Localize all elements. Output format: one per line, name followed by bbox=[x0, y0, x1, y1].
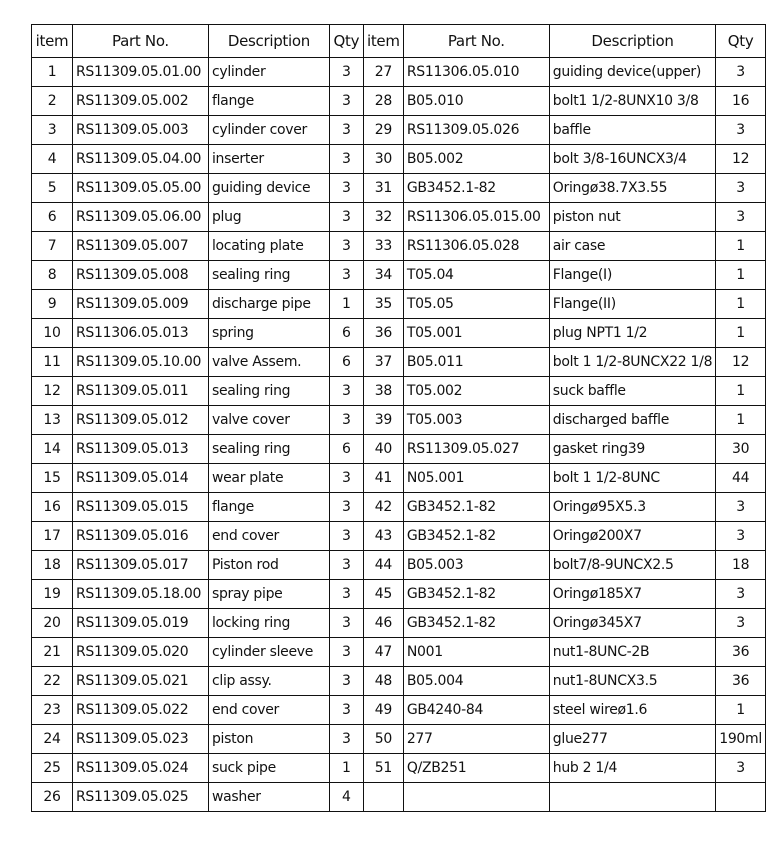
item-number-cell: 44 bbox=[363, 551, 403, 580]
part-number-cell: T05.05 bbox=[403, 290, 549, 319]
quantity-cell: 3 bbox=[329, 667, 363, 696]
quantity-cell: 3 bbox=[329, 232, 363, 261]
description-cell: flange bbox=[208, 87, 329, 116]
quantity-cell: 12 bbox=[716, 145, 766, 174]
item-number-cell: 23 bbox=[32, 696, 73, 725]
header-row bbox=[32, 25, 766, 58]
part-number-cell: RS11309.05.022 bbox=[72, 696, 208, 725]
header-qty-right: Qty bbox=[716, 25, 766, 58]
quantity-cell: 1 bbox=[716, 377, 766, 406]
item-number-cell: 25 bbox=[32, 754, 73, 783]
quantity-cell: 3 bbox=[716, 609, 766, 638]
description-cell: cylinder cover bbox=[208, 116, 329, 145]
item-number-cell bbox=[363, 783, 403, 812]
item-number-cell: 19 bbox=[32, 580, 73, 609]
part-number-cell bbox=[403, 783, 549, 812]
description-cell: Oringø185X7 bbox=[549, 580, 715, 609]
table-row bbox=[32, 145, 766, 174]
item-number-cell: 32 bbox=[363, 203, 403, 232]
item-number-cell: 12 bbox=[32, 377, 73, 406]
table-row bbox=[32, 406, 766, 435]
description-cell: plug bbox=[208, 203, 329, 232]
description-cell: locating plate bbox=[208, 232, 329, 261]
quantity-cell: 30 bbox=[716, 435, 766, 464]
item-number-cell: 13 bbox=[32, 406, 73, 435]
table-row bbox=[32, 87, 766, 116]
part-number-cell: N001 bbox=[403, 638, 549, 667]
part-number-cell: RS11309.05.007 bbox=[72, 232, 208, 261]
item-number-cell: 7 bbox=[32, 232, 73, 261]
header-qty: Qty bbox=[329, 25, 363, 58]
quantity-cell: 6 bbox=[329, 348, 363, 377]
part-number-cell: B05.002 bbox=[403, 145, 549, 174]
part-number-cell: RS11309.05.04.00 bbox=[72, 145, 208, 174]
table-row bbox=[32, 290, 766, 319]
quantity-cell: 1 bbox=[716, 232, 766, 261]
part-number-cell: RS11309.05.06.00 bbox=[72, 203, 208, 232]
item-number-cell: 6 bbox=[32, 203, 73, 232]
part-number-cell: GB3452.1-82 bbox=[403, 174, 549, 203]
description-cell: Piston rod bbox=[208, 551, 329, 580]
quantity-cell: 190ml bbox=[716, 725, 766, 754]
part-number-cell: RS11306.05.010 bbox=[403, 58, 549, 87]
description-cell: cylinder bbox=[208, 58, 329, 87]
table-row bbox=[32, 754, 766, 783]
description-cell: steel wireø1.6 bbox=[549, 696, 715, 725]
part-number-cell: T05.003 bbox=[403, 406, 549, 435]
table-row bbox=[32, 638, 766, 667]
item-number-cell: 27 bbox=[363, 58, 403, 87]
item-number-cell: 17 bbox=[32, 522, 73, 551]
item-number-cell: 5 bbox=[32, 174, 73, 203]
part-number-cell: RS11306.05.028 bbox=[403, 232, 549, 261]
quantity-cell: 3 bbox=[329, 203, 363, 232]
description-cell bbox=[549, 783, 715, 812]
description-cell: spring bbox=[208, 319, 329, 348]
quantity-cell: 1 bbox=[716, 696, 766, 725]
quantity-cell: 3 bbox=[716, 58, 766, 87]
item-number-cell: 9 bbox=[32, 290, 73, 319]
part-number-cell: B05.010 bbox=[403, 87, 549, 116]
quantity-cell: 1 bbox=[716, 290, 766, 319]
part-number-cell: RS11309.05.023 bbox=[72, 725, 208, 754]
header-description-right: Description bbox=[549, 25, 715, 58]
description-cell: Oringø38.7X3.55 bbox=[549, 174, 715, 203]
table-row bbox=[32, 522, 766, 551]
description-cell: inserter bbox=[208, 145, 329, 174]
part-number-cell: RS11309.05.026 bbox=[403, 116, 549, 145]
part-number-cell: GB3452.1-82 bbox=[403, 580, 549, 609]
part-number-cell: RS11309.05.027 bbox=[403, 435, 549, 464]
quantity-cell: 16 bbox=[716, 87, 766, 116]
description-cell: bolt 3/8-16UNCX3/4 bbox=[549, 145, 715, 174]
part-number-cell: RS11306.05.015.00 bbox=[403, 203, 549, 232]
quantity-cell: 4 bbox=[329, 783, 363, 812]
part-number-cell: B05.003 bbox=[403, 551, 549, 580]
table-row bbox=[32, 261, 766, 290]
part-number-cell: RS11309.05.025 bbox=[72, 783, 208, 812]
quantity-cell: 3 bbox=[329, 696, 363, 725]
quantity-cell: 3 bbox=[329, 725, 363, 754]
description-cell: piston bbox=[208, 725, 329, 754]
quantity-cell: 3 bbox=[329, 609, 363, 638]
description-cell: gasket ring39 bbox=[549, 435, 715, 464]
item-number-cell: 40 bbox=[363, 435, 403, 464]
part-number-cell: RS11309.05.020 bbox=[72, 638, 208, 667]
item-number-cell: 1 bbox=[32, 58, 73, 87]
description-cell: nut1-8UNCX3.5 bbox=[549, 667, 715, 696]
description-cell: clip assy. bbox=[208, 667, 329, 696]
item-number-cell: 30 bbox=[363, 145, 403, 174]
quantity-cell: 44 bbox=[716, 464, 766, 493]
quantity-cell: 1 bbox=[329, 290, 363, 319]
quantity-cell: 1 bbox=[716, 406, 766, 435]
description-cell: discharge pipe bbox=[208, 290, 329, 319]
item-number-cell: 39 bbox=[363, 406, 403, 435]
quantity-cell: 3 bbox=[329, 551, 363, 580]
quantity-cell: 3 bbox=[329, 464, 363, 493]
quantity-cell: 3 bbox=[716, 493, 766, 522]
quantity-cell: 18 bbox=[716, 551, 766, 580]
table-row bbox=[32, 116, 766, 145]
part-number-cell: RS11309.05.18.00 bbox=[72, 580, 208, 609]
item-number-cell: 46 bbox=[363, 609, 403, 638]
item-number-cell: 45 bbox=[363, 580, 403, 609]
quantity-cell: 3 bbox=[716, 754, 766, 783]
part-number-cell: T05.001 bbox=[403, 319, 549, 348]
description-cell: bolt 1 1/2-8UNC bbox=[549, 464, 715, 493]
quantity-cell: 6 bbox=[329, 319, 363, 348]
description-cell: Oringø345X7 bbox=[549, 609, 715, 638]
table-row bbox=[32, 377, 766, 406]
description-cell: plug NPT1 1/2 bbox=[549, 319, 715, 348]
description-cell: nut1-8UNC-2B bbox=[549, 638, 715, 667]
description-cell: valve Assem. bbox=[208, 348, 329, 377]
description-cell: bolt7/8-9UNCX2.5 bbox=[549, 551, 715, 580]
part-number-cell: GB3452.1-82 bbox=[403, 609, 549, 638]
quantity-cell: 12 bbox=[716, 348, 766, 377]
description-cell: Oringø200X7 bbox=[549, 522, 715, 551]
part-number-cell: RS11309.05.05.00 bbox=[72, 174, 208, 203]
description-cell: guiding device(upper) bbox=[549, 58, 715, 87]
table-row bbox=[32, 174, 766, 203]
quantity-cell: 3 bbox=[329, 522, 363, 551]
quantity-cell: 6 bbox=[329, 435, 363, 464]
table-row bbox=[32, 696, 766, 725]
table-row bbox=[32, 203, 766, 232]
description-cell: wear plate bbox=[208, 464, 329, 493]
quantity-cell: 3 bbox=[716, 116, 766, 145]
quantity-cell: 3 bbox=[329, 406, 363, 435]
item-number-cell: 22 bbox=[32, 667, 73, 696]
parts-list-body bbox=[32, 58, 766, 812]
quantity-cell: 3 bbox=[329, 493, 363, 522]
item-number-cell: 8 bbox=[32, 261, 73, 290]
quantity-cell: 3 bbox=[716, 174, 766, 203]
description-cell: discharged baffle bbox=[549, 406, 715, 435]
item-number-cell: 33 bbox=[363, 232, 403, 261]
part-number-cell: RS11309.05.011 bbox=[72, 377, 208, 406]
quantity-cell: 1 bbox=[329, 754, 363, 783]
quantity-cell: 3 bbox=[329, 87, 363, 116]
item-number-cell: 50 bbox=[363, 725, 403, 754]
part-number-cell: B05.004 bbox=[403, 667, 549, 696]
item-number-cell: 31 bbox=[363, 174, 403, 203]
item-number-cell: 11 bbox=[32, 348, 73, 377]
part-number-cell: RS11309.05.013 bbox=[72, 435, 208, 464]
description-cell: suck baffle bbox=[549, 377, 715, 406]
part-number-cell: RS11309.05.012 bbox=[72, 406, 208, 435]
description-cell: sealing ring bbox=[208, 261, 329, 290]
item-number-cell: 34 bbox=[363, 261, 403, 290]
quantity-cell: 3 bbox=[329, 377, 363, 406]
quantity-cell: 3 bbox=[716, 522, 766, 551]
description-cell: flange bbox=[208, 493, 329, 522]
description-cell: end cover bbox=[208, 522, 329, 551]
item-number-cell: 37 bbox=[363, 348, 403, 377]
table-row bbox=[32, 667, 766, 696]
description-cell: hub 2 1/4 bbox=[549, 754, 715, 783]
part-number-cell: RS11309.05.024 bbox=[72, 754, 208, 783]
table-row bbox=[32, 319, 766, 348]
table-row bbox=[32, 725, 766, 754]
item-number-cell: 35 bbox=[363, 290, 403, 319]
quantity-cell: 1 bbox=[716, 319, 766, 348]
description-cell: baffle bbox=[549, 116, 715, 145]
part-number-cell: Q/ZB251 bbox=[403, 754, 549, 783]
part-number-cell: RS11309.05.003 bbox=[72, 116, 208, 145]
part-number-cell: RS11309.05.017 bbox=[72, 551, 208, 580]
table-row bbox=[32, 551, 766, 580]
quantity-cell bbox=[716, 783, 766, 812]
item-number-cell: 4 bbox=[32, 145, 73, 174]
description-cell: end cover bbox=[208, 696, 329, 725]
description-cell: sealing ring bbox=[208, 435, 329, 464]
part-number-cell: GB4240-84 bbox=[403, 696, 549, 725]
parts-list-table bbox=[31, 24, 766, 812]
part-number-cell: T05.04 bbox=[403, 261, 549, 290]
table-row bbox=[32, 493, 766, 522]
quantity-cell: 3 bbox=[329, 638, 363, 667]
table-row bbox=[32, 348, 766, 377]
header-part-no-right: Part No. bbox=[403, 25, 549, 58]
table-row bbox=[32, 609, 766, 638]
description-cell: suck pipe bbox=[208, 754, 329, 783]
item-number-cell: 48 bbox=[363, 667, 403, 696]
item-number-cell: 28 bbox=[363, 87, 403, 116]
quantity-cell: 3 bbox=[329, 261, 363, 290]
description-cell: locking ring bbox=[208, 609, 329, 638]
table-row bbox=[32, 58, 766, 87]
header-part-no: Part No. bbox=[72, 25, 208, 58]
quantity-cell: 3 bbox=[329, 116, 363, 145]
part-number-cell: RS11309.05.10.00 bbox=[72, 348, 208, 377]
item-number-cell: 47 bbox=[363, 638, 403, 667]
part-number-cell: GB3452.1-82 bbox=[403, 493, 549, 522]
part-number-cell: B05.011 bbox=[403, 348, 549, 377]
part-number-cell: RS11309.05.01.00 bbox=[72, 58, 208, 87]
table-row bbox=[32, 783, 766, 812]
part-number-cell: RS11309.05.019 bbox=[72, 609, 208, 638]
quantity-cell: 3 bbox=[329, 145, 363, 174]
description-cell: spray pipe bbox=[208, 580, 329, 609]
part-number-cell: RS11309.05.016 bbox=[72, 522, 208, 551]
part-number-cell: RS11309.05.009 bbox=[72, 290, 208, 319]
part-number-cell: RS11309.05.002 bbox=[72, 87, 208, 116]
description-cell: Oringø95X5.3 bbox=[549, 493, 715, 522]
part-number-cell: RS11309.05.021 bbox=[72, 667, 208, 696]
quantity-cell: 3 bbox=[716, 203, 766, 232]
description-cell: washer bbox=[208, 783, 329, 812]
item-number-cell: 2 bbox=[32, 87, 73, 116]
description-cell: sealing ring bbox=[208, 377, 329, 406]
item-number-cell: 21 bbox=[32, 638, 73, 667]
description-cell: Flange(I) bbox=[549, 261, 715, 290]
item-number-cell: 43 bbox=[363, 522, 403, 551]
item-number-cell: 15 bbox=[32, 464, 73, 493]
item-number-cell: 20 bbox=[32, 609, 73, 638]
item-number-cell: 38 bbox=[363, 377, 403, 406]
description-cell: air case bbox=[549, 232, 715, 261]
quantity-cell: 3 bbox=[329, 580, 363, 609]
table-row bbox=[32, 232, 766, 261]
quantity-cell: 3 bbox=[716, 580, 766, 609]
header-description: Description bbox=[208, 25, 329, 58]
part-number-cell: T05.002 bbox=[403, 377, 549, 406]
item-number-cell: 26 bbox=[32, 783, 73, 812]
quantity-cell: 3 bbox=[329, 174, 363, 203]
description-cell: guiding device bbox=[208, 174, 329, 203]
header-item-right: item bbox=[363, 25, 403, 58]
table-row bbox=[32, 435, 766, 464]
description-cell: piston nut bbox=[549, 203, 715, 232]
part-number-cell: RS11309.05.008 bbox=[72, 261, 208, 290]
description-cell: valve cover bbox=[208, 406, 329, 435]
part-number-cell: RS11306.05.013 bbox=[72, 319, 208, 348]
description-cell: Flange(II) bbox=[549, 290, 715, 319]
part-number-cell: 277 bbox=[403, 725, 549, 754]
description-cell: bolt1 1/2-8UNX10 3/8 bbox=[549, 87, 715, 116]
quantity-cell: 36 bbox=[716, 667, 766, 696]
part-number-cell: GB3452.1-82 bbox=[403, 522, 549, 551]
item-number-cell: 36 bbox=[363, 319, 403, 348]
item-number-cell: 41 bbox=[363, 464, 403, 493]
table-row bbox=[32, 464, 766, 493]
description-cell: cylinder sleeve bbox=[208, 638, 329, 667]
part-number-cell: N05.001 bbox=[403, 464, 549, 493]
description-cell: glue277 bbox=[549, 725, 715, 754]
item-number-cell: 14 bbox=[32, 435, 73, 464]
quantity-cell: 36 bbox=[716, 638, 766, 667]
item-number-cell: 51 bbox=[363, 754, 403, 783]
table-row bbox=[32, 580, 766, 609]
item-number-cell: 24 bbox=[32, 725, 73, 754]
part-number-cell: RS11309.05.015 bbox=[72, 493, 208, 522]
quantity-cell: 3 bbox=[329, 58, 363, 87]
item-number-cell: 29 bbox=[363, 116, 403, 145]
header-item: item bbox=[32, 25, 73, 58]
part-number-cell: RS11309.05.014 bbox=[72, 464, 208, 493]
item-number-cell: 10 bbox=[32, 319, 73, 348]
quantity-cell: 1 bbox=[716, 261, 766, 290]
item-number-cell: 18 bbox=[32, 551, 73, 580]
description-cell: bolt 1 1/2-8UNCX22 1/8 bbox=[549, 348, 715, 377]
item-number-cell: 16 bbox=[32, 493, 73, 522]
item-number-cell: 42 bbox=[363, 493, 403, 522]
item-number-cell: 3 bbox=[32, 116, 73, 145]
item-number-cell: 49 bbox=[363, 696, 403, 725]
